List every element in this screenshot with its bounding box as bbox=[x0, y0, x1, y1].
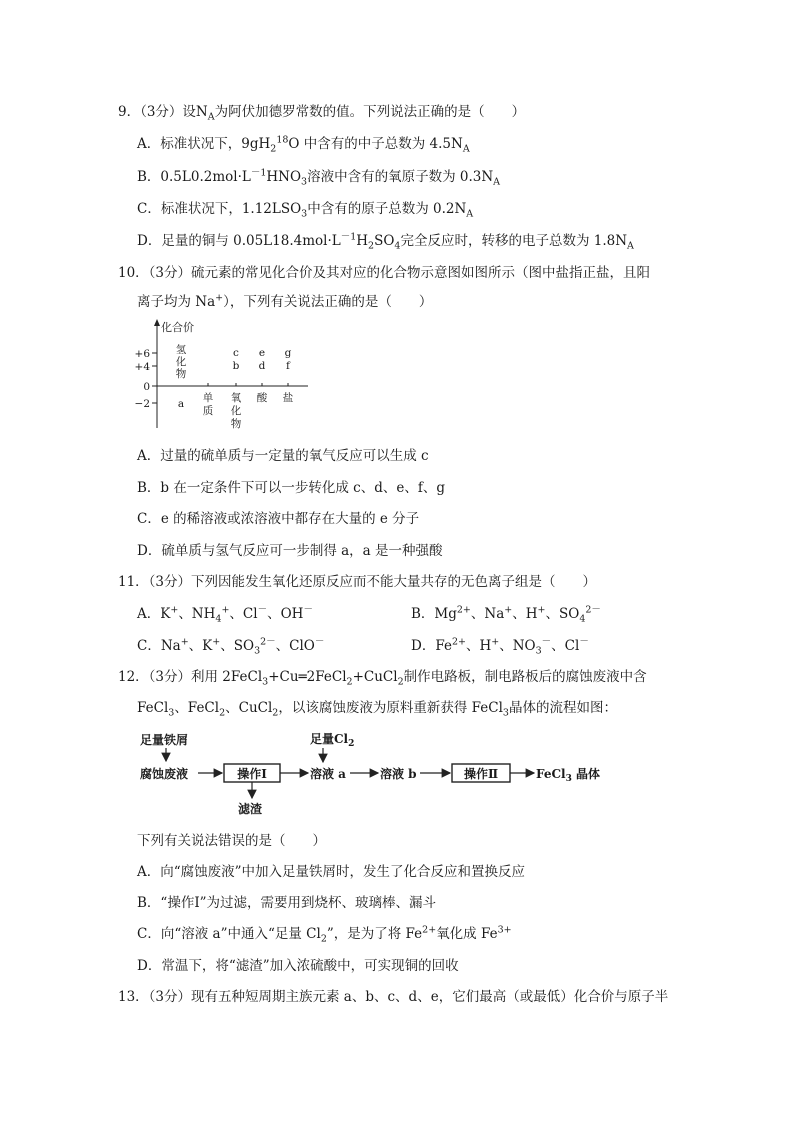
q10-stem-line2: 离子均为 Na+），下列有关说法正确的是（ ） bbox=[137, 292, 433, 310]
q12-option-d: D．常温下，将“滤渣”加入浓硫酸中，可实现铜的回收 bbox=[137, 958, 459, 974]
q10-stem-line1: 10．（3分）硫元素的常见化合价及其对应的化合物示意图如图所示（图中盐指正盐，且阳 bbox=[118, 265, 651, 281]
q10-option-d: D．硫单质与氢气反应可一步制得 a，a 是一种强酸 bbox=[137, 543, 443, 559]
point-c: c bbox=[233, 347, 239, 359]
flow-diagram bbox=[140, 728, 640, 820]
q9-option-d: D．足量的铜与 $0.05L18.4mol\cdot L^{-1}H_2SO_4$完全反应时，转移的电子总数为 $1.8N_A$ bbox=[137, 231, 634, 252]
flow-residue-label: 滤渣 bbox=[238, 802, 263, 816]
q10-option-c: C．e 的稀溶液或浓溶液中都存在大量的 e 分子 bbox=[137, 511, 420, 527]
col-salt: 盐 bbox=[282, 392, 294, 404]
flow-solution-b: 溶液 b bbox=[380, 767, 417, 781]
q10-option-b: B．b 在一定条件下可以一步转化成 c、d、e、f、g bbox=[137, 480, 445, 496]
q12-option-c: C．向“溶液 a”中通入“足量 $Cl_2$”，是为了将 $Fe^{2+}$氧化成 $Fe^{3+}$ bbox=[137, 924, 512, 945]
col-oxide-3: 物 bbox=[230, 418, 242, 430]
q9-option-c: C．标准状况下，$1.12LSO_3$中含有的原子总数为 $0.2N_A$ bbox=[137, 201, 474, 220]
q13-stem: 13．（3分）现有五种短周期主族元素 a、b、c、d、e，它们最高（或最低）化合价与原子半 bbox=[118, 989, 669, 1005]
col-oxide-2: 化 bbox=[230, 405, 242, 417]
col-acid: 酸 bbox=[256, 392, 268, 404]
q10-option-a: A．过量的硫单质与一定量的氧气反应可以生成 c bbox=[137, 448, 429, 464]
col-element-2: 质 bbox=[202, 405, 214, 417]
hydride-char2: 化 bbox=[175, 356, 187, 368]
q11-option-d: D．$Fe^{2+}$、H+、$NO_3^-$、Cl－ bbox=[411, 636, 589, 657]
y-axis-label: 化合价 bbox=[161, 321, 194, 334]
flow-waste-label: 腐蚀废液 bbox=[140, 767, 189, 781]
flow-iron-label: 足量铁屑 bbox=[140, 733, 189, 747]
point-d: d bbox=[258, 360, 266, 372]
hydride-char1: 氢 bbox=[175, 344, 187, 356]
q11-option-b: B．$Mg^{2+}$、Na+、H+、$SO_4^{2-}$ bbox=[411, 604, 601, 625]
tick-plus6: +6 bbox=[134, 348, 150, 360]
flow-solution-a: 溶液 a bbox=[310, 767, 346, 781]
point-g: g bbox=[284, 347, 292, 359]
q9-stem: 9．（3分）设$N_A$为阿伏加德罗常数的值。下列说法正确的是（ ） bbox=[118, 104, 526, 123]
q9-option-a: A．标准状况下，$9gH_2^{18}O$ 中含有的中子总数为 $4.5N_A$ bbox=[137, 134, 470, 155]
q12-option-b: B．“操作Ⅰ”为过滤，需要用到烧杯、玻璃棒、漏斗 bbox=[137, 895, 437, 911]
flow-op2-label: 操作Ⅱ bbox=[463, 767, 499, 781]
q12-option-a: A．向“腐蚀废液”中加入足量铁屑时，发生了化合反应和置换反应 bbox=[137, 864, 526, 880]
hydride-char3: 物 bbox=[175, 368, 187, 380]
y-axis-arrow bbox=[154, 319, 160, 326]
q12-ask: 下列有关说法错误的是（ ） bbox=[137, 833, 326, 849]
col-oxide-1: 氧 bbox=[230, 392, 242, 404]
q11-option-a: A．K+、$NH_4^+$、Cl－、OH－ bbox=[137, 604, 313, 625]
col-element-1: 单 bbox=[202, 392, 214, 404]
flow-product-label: FeCl$_3$ 晶体 bbox=[536, 767, 601, 784]
q11-option-c: C．Na+、K+、$SO_3^{2-}$、ClO－ bbox=[137, 636, 325, 657]
tick-zero: 0 bbox=[143, 381, 150, 393]
tick-minus2: −2 bbox=[134, 398, 150, 410]
q11-stem: 11．（3分）下列因能发生氧化还原反应而不能大量共存的无色离子组是（ ） bbox=[118, 574, 597, 590]
flow-op1-label: 操作Ⅰ bbox=[237, 767, 267, 781]
point-b: b bbox=[232, 360, 240, 372]
point-f: f bbox=[286, 360, 290, 372]
valence-diagram bbox=[130, 316, 320, 436]
point-e: e bbox=[258, 347, 266, 359]
tick-plus4: +4 bbox=[134, 361, 150, 373]
point-a: a bbox=[177, 398, 185, 410]
q12-stem-line2: FeCl$_3$、FeCl$_2$、CuCl$_2$，以该腐蚀废液为原料重新获得 FeCl$_3$晶体的流程如图： bbox=[137, 700, 617, 719]
q9-option-b: B．$0.5L0.2mol\cdot L^{-1}HNO_3$溶液中含有的氧原子数为 $0.3N_A$ bbox=[137, 167, 501, 188]
flow-cl2-label: 足量$Cl_2$ bbox=[310, 732, 355, 749]
q12-stem-line1: 12．（3分）利用 2FeCl$_3$+Cu═2FeCl$_2$+CuCl$_2$制作电路板，制电路板后的腐蚀废液中含 bbox=[118, 669, 647, 688]
